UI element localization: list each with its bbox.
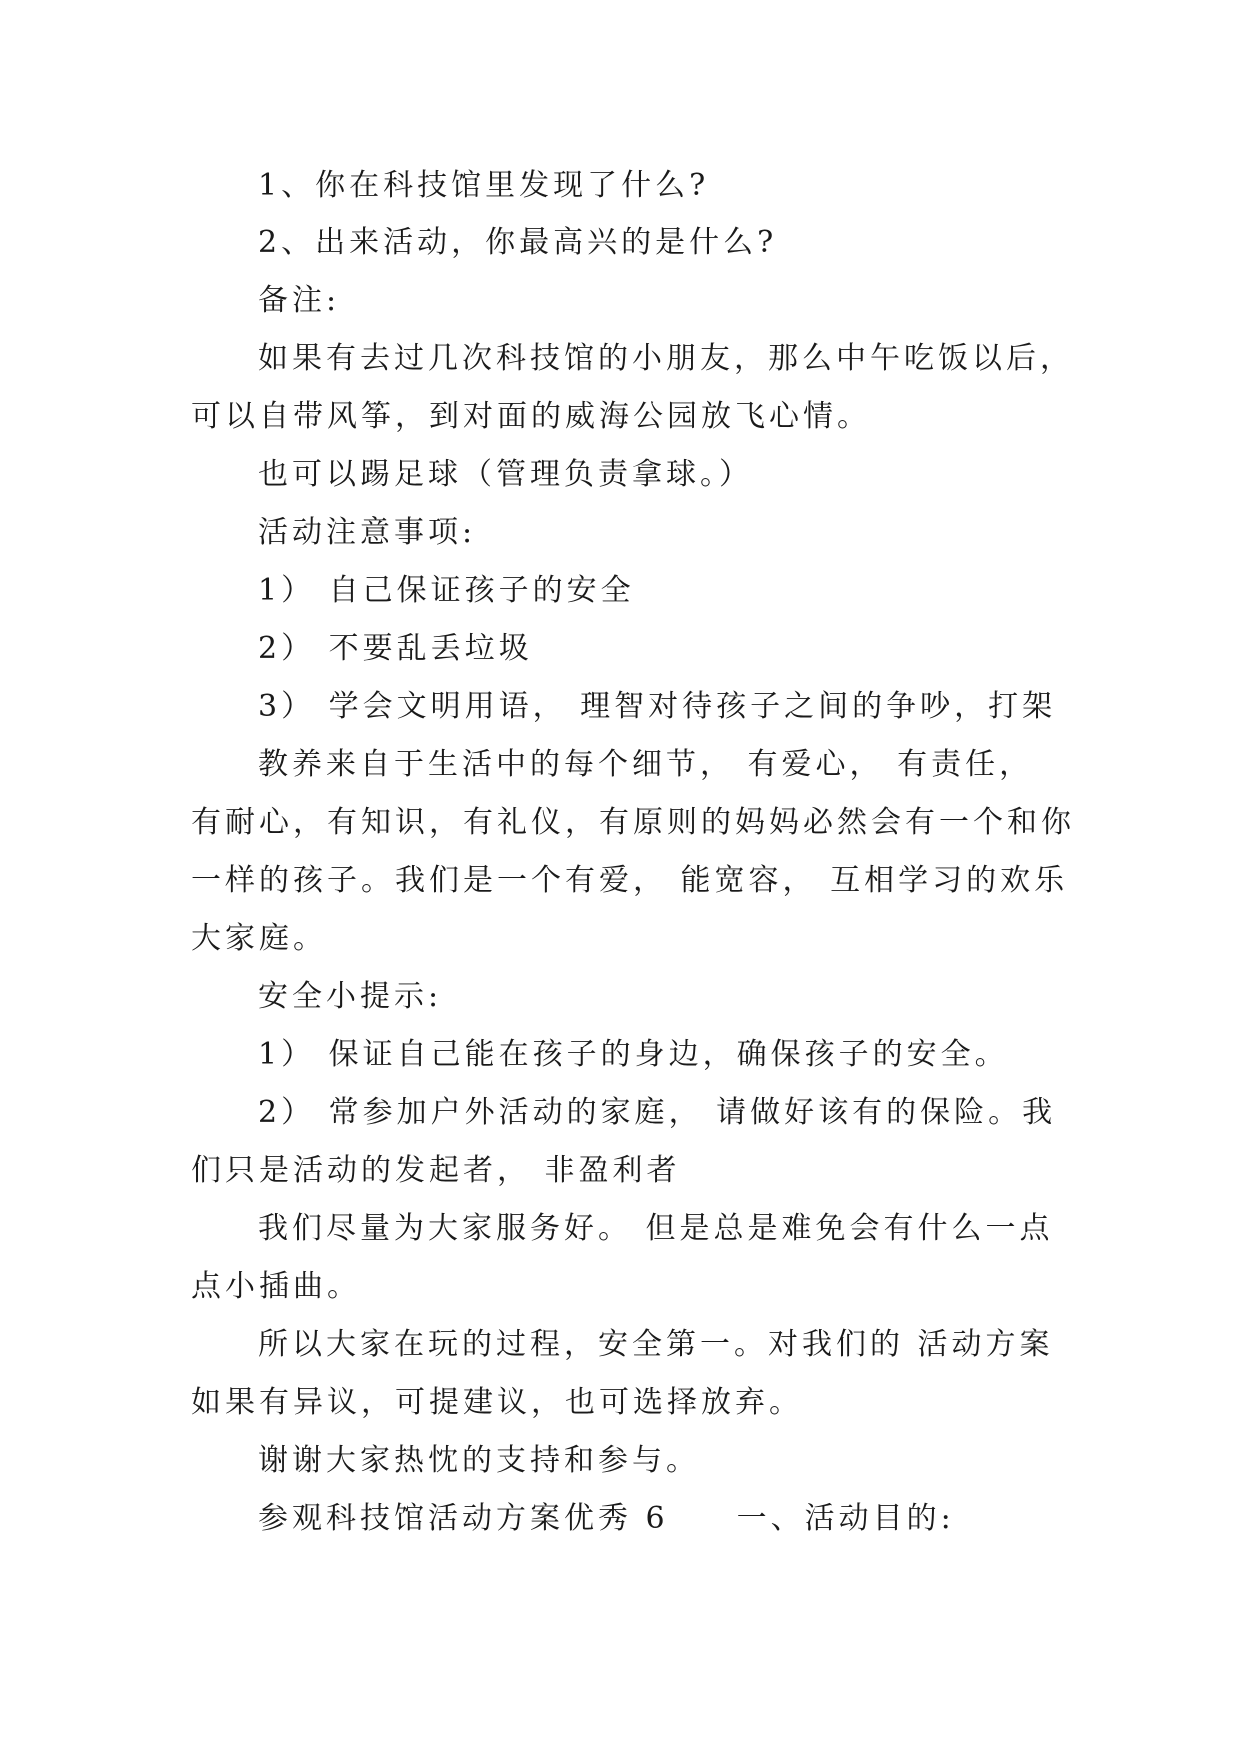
text-line: 也可以踢足球（管理负责拿球。）	[258, 457, 753, 492]
text-line: 1、你在科技馆里发现了什么?	[258, 168, 710, 203]
text-line: 一样的孩子。我们是一个有爱， 能宽容， 互相学习的欢乐	[191, 863, 1069, 898]
text-line: 1） 保证自己能在孩子的身边，确保孩子的安全。	[258, 1037, 1009, 1072]
text-line: 2） 常参加户外活动的家庭， 请做好该有的保险。我	[258, 1095, 1057, 1130]
text-line: 们只是活动的发起者， 非盈利者	[191, 1153, 681, 1188]
text-line: 有耐心，有知识，有礼仪，有原则的妈妈必然会有一个和你	[191, 805, 1075, 840]
text-line: 可以自带风筝，到对面的威海公园放飞心情。	[191, 399, 871, 434]
text-line: 所以大家在玩的过程，安全第一。对我们的 活动方案	[258, 1327, 1054, 1362]
text-line: 点小插曲。	[191, 1269, 361, 1304]
text-line: 大家庭。	[191, 921, 327, 956]
text-line: 我们尽量为大家服务好。 但是总是难免会有什么一点	[258, 1211, 1054, 1246]
text-line: 活动注意事项:	[258, 515, 477, 550]
text-line: 3） 学会文明用语， 理智对待孩子之间的争吵，打架	[258, 689, 1057, 724]
text-line: 如果有去过几次科技馆的小朋友，那么中午吃饭以后，	[258, 341, 1074, 376]
text-line: 2、出来活动，你最高兴的是什么?	[258, 225, 778, 260]
text-line: 备注:	[258, 283, 341, 318]
text-line: 参观科技馆活动方案优秀 6 一、活动目的:	[258, 1501, 955, 1536]
text-line: 谢谢大家热忱的支持和参与。	[258, 1443, 700, 1478]
text-line: 安全小提示:	[258, 979, 443, 1014]
text-line: 1） 自己保证孩子的安全	[258, 573, 635, 608]
text-line: 教养来自于生活中的每个细节， 有爱心， 有责任，	[258, 747, 1034, 782]
text-line: 2） 不要乱丢垃圾	[258, 631, 533, 666]
text-line: 如果有异议，可提建议，也可选择放弃。	[191, 1385, 803, 1420]
